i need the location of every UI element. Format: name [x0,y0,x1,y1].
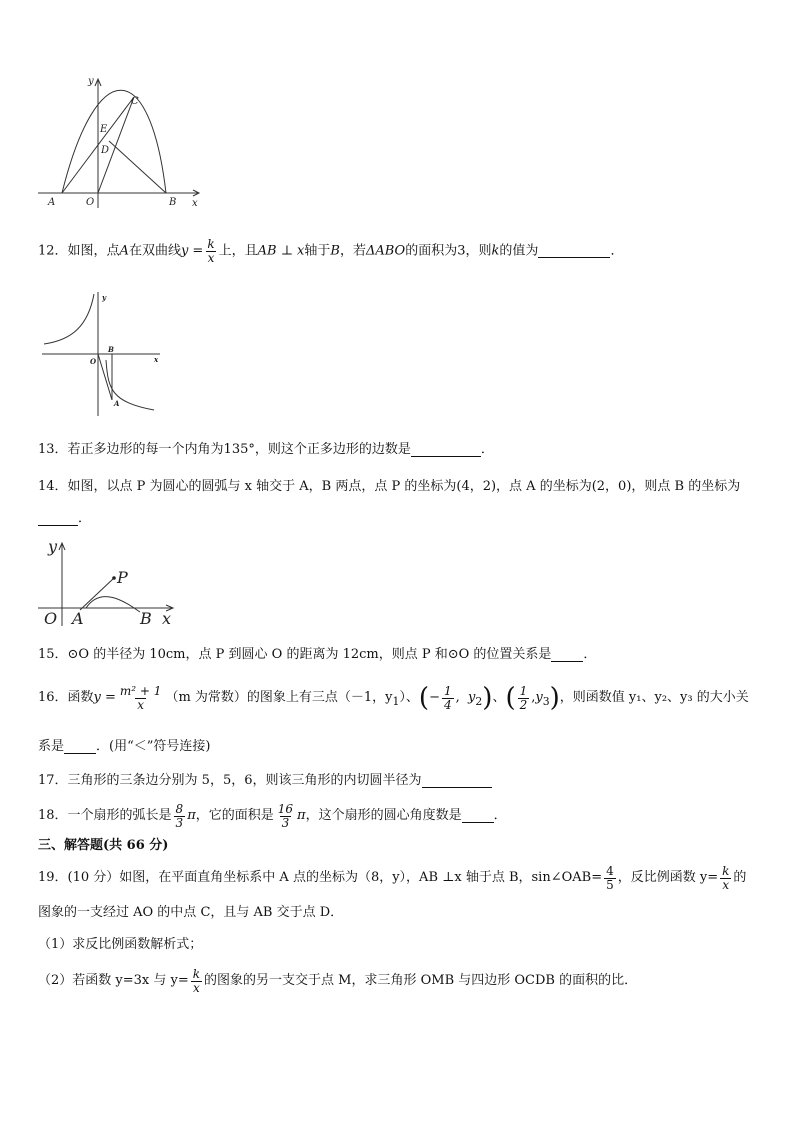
label-x: x [162,609,172,628]
fraction-k-over-x: $\frac{k}{x}$ [722,863,730,892]
fraction-1-over-2: $\frac{1}{2}$ [519,683,528,712]
question-19-line2: 图象的一支经过 AO 的中点 C，且与 AB 交于点 D． [38,905,344,920]
question-18: 18．一个扇形的弧长是 $\frac{8}{3}$ π，它的面积是 $\frac{16}{3}$ π，这个扇形的圆心角度数是 ． [38,801,507,830]
label-y: y [88,76,94,87]
label-y: y [48,537,58,556]
answer-blank [64,741,96,754]
label-x: x [154,355,159,364]
question-17: 17．三角形的三条边分别为 5，5，6，则该三角形的内切圆半径为 [38,772,492,791]
label-e: E [100,124,108,135]
fraction-16-over-3: $\frac{16}{3}$ [277,801,294,830]
answer-blank [411,444,481,457]
parabola-curve [62,90,166,193]
label-b: B [108,345,114,354]
label-c: C [131,96,139,107]
fraction-4-over-5: $\frac{4}{5}$ [606,863,614,892]
label-b: B [140,609,152,628]
fraction-8-over-3: $\frac{8}{3}$ [175,801,184,830]
answer-blank [38,513,78,526]
label-d: D [101,145,110,156]
answer-blank [538,245,610,258]
label-o: O [90,357,97,366]
section-title: 三、解答题(共 66 分) [38,838,169,853]
label-a: A [48,197,56,208]
segment-db [109,141,166,193]
label-o: O [86,197,95,208]
figure-parabola [34,72,210,212]
fraction-m2plus1-over-x: $\frac{\text{m² + 1}}{x}$ [119,683,162,712]
label-o: O [44,609,58,628]
answer-blank [422,775,492,788]
hyperbola-branch-upper-left [44,294,94,344]
question-13: 13．若正多边形的每一个内角为135°，则这个正多边形的边数是 ． [38,442,494,457]
label-b: B [169,197,177,208]
figure-hyperbola [38,290,164,418]
label-x: x [192,198,198,209]
fraction-k-over-x: $\frac{k}{x}$ [207,237,215,265]
fraction-1-over-4: $\frac{1}{4}$ [443,683,452,712]
fraction-k-over-x: $\frac{k}{x}$ [192,966,201,995]
segment-oa [98,354,112,400]
question-19-part1: （1）求反比例函数解析式； [38,937,203,952]
question-12: 12．如图，点A在双曲线y = $\frac{k}{x}$ 上，且AB ⊥ x轴于B，若ΔABO的面积为3，则k的值为 ． [38,237,624,265]
question-16: 16．函数y = $\frac{\text{m² + 1}}{x}$ （m 为常数）的图象上有三点（－1，$y_1$）、(− $\frac{1}{4}$ , $y_2$)、( $\frac{1}{2}$ $,y_3$)，则函数值 y₁、y₂、y₃ 的大小关 [38,683,749,713]
question-19: 19．(10 分）如图，在平面直角坐标系中 A 点的坐标为（8，y），AB ⊥x 轴于点 B，sin∠OAB= $\frac{4}{5}$ ，反比例函数 y= $\frac{k}{x}$ 的 [38,863,747,892]
arc-ab [86,597,140,612]
label-y: y [102,293,107,302]
question-14: 14．如图，以点 P 为圆心的圆弧与 x 轴交于 A，B 两点，点 P 的坐标为(4，2)，点 A 的坐标为(2，0)，则点 B 的坐标为 [38,479,741,494]
question-19-part2: （2）若函数 y=3x 与 y= $\frac{k}{x}$ 的图象的另一支交于点 M，求三角形 OMB 与四边形 OCDB 的面积的比． [38,966,638,995]
label-p: P [117,568,128,587]
answer-blank [462,810,494,823]
answer-blank [551,649,583,662]
segment-ap [80,578,114,610]
question-15: 15．⊙O 的半径为 10cm，点 P 到圆心 O 的距离为 12cm，则点 P 和⊙O 的位置关系是 ． [38,647,597,662]
figure-arc [36,536,182,628]
label-a: A [72,609,84,628]
point-p [112,576,116,580]
question-14-line2: ． [38,510,91,529]
label-a: A [114,399,120,408]
question-16-line2: 系是 ．(用“＜”符号连接) [38,739,211,754]
